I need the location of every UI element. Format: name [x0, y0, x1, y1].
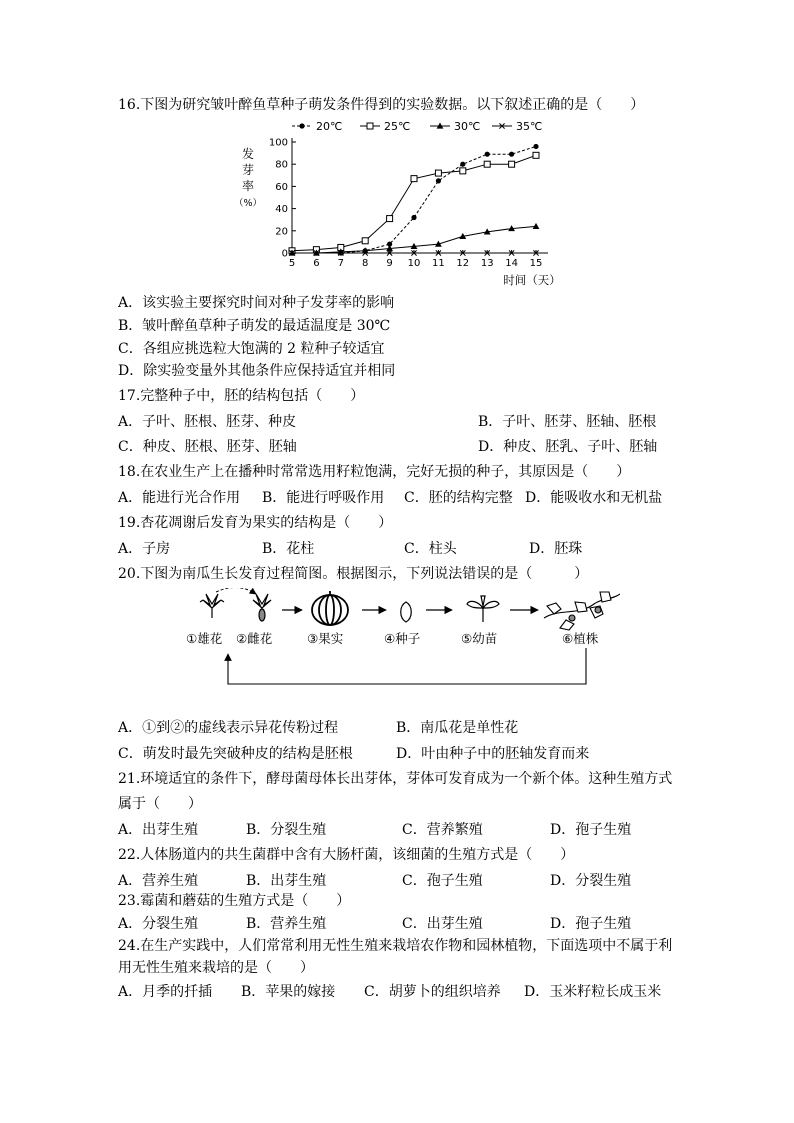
- x-tick-label: 14: [505, 258, 518, 269]
- x-axis-label: 时间（天）: [503, 273, 560, 287]
- y-tick-label: 80: [275, 159, 288, 171]
- q23-option-d: D．孢子生殖: [550, 916, 632, 932]
- q18-option-a: A．能进行光合作用: [118, 490, 241, 506]
- q21-option-d: D．孢子生殖: [550, 822, 632, 838]
- pollination-arrow: [216, 588, 256, 594]
- q21-option-b: B．分裂生殖: [246, 822, 327, 838]
- pumpkin-fruit-icon: [312, 591, 348, 625]
- q18-option-c: C．胚的结构完整: [404, 490, 513, 506]
- data-point-s0-6: [436, 178, 441, 183]
- flow-label-seed: ④种子: [384, 631, 421, 646]
- x-tick-label: 12: [456, 258, 470, 269]
- q18-stem: 18.在农业生产上在播种时常常选用籽粒饱满，完好无损的种子，其原因是（ ）: [118, 464, 631, 480]
- data-point-s0-9: [509, 152, 514, 157]
- x-tick-label: 11: [432, 258, 445, 269]
- q18-option-b: B．能进行呼吸作用: [262, 490, 385, 506]
- q19-option-a: A．子房: [118, 541, 171, 557]
- q24-option-c: C．胡萝卜的组织培养: [364, 984, 501, 1000]
- cycle-return-arrow: [228, 648, 586, 684]
- q24-option-a: A．月季的扦插: [118, 984, 213, 1000]
- seedling-icon: [467, 596, 499, 622]
- y-tick-label: 100: [268, 137, 288, 149]
- data-point-s1-3: [362, 238, 368, 244]
- q20-stem: 20.下图为南瓜生长发育过程简图。根据图示，下列说法错误的是（ ）: [118, 566, 589, 582]
- q17-option-b: B．子叶、胚芽、胚轴、胚根: [478, 414, 657, 430]
- q24-stem-line1: 24.在生产实践中，人们常常利用无性生殖来栽培农作物和园林植物，下面选项中不属于利: [118, 938, 673, 954]
- q21-option-c: C．营养繁殖: [402, 822, 483, 838]
- q23-stem: 23.霉菌和蘑菇的生殖方式是（ ）: [118, 893, 351, 909]
- flow-label-male-flower: ①雄花: [186, 631, 223, 646]
- q19-option-b: B．花柱: [262, 541, 315, 557]
- seed-icon: [401, 602, 412, 622]
- female-flower-icon: [253, 594, 271, 621]
- x-tick-label: 7: [337, 258, 344, 269]
- q21-stem-line1: 21.环境适宜的条件下，酵母菌母体长出芽体，芽体可发育成为一个新个体。这种生殖方式: [118, 771, 673, 787]
- data-point-s2-10: [533, 223, 540, 229]
- q24-option-d: D．玉米籽粒长成玉米: [524, 984, 662, 1000]
- germination-chart: [230, 114, 560, 294]
- data-point-s0-8: [485, 152, 490, 157]
- q22-option-d: D．分裂生殖: [550, 873, 632, 889]
- q20-option-c: C．萌发时最先突破种皮的结构是胚根: [118, 746, 353, 762]
- x-tick-label: 9: [386, 258, 393, 269]
- plant-vine-icon: [544, 592, 620, 630]
- series-line-0: [292, 146, 536, 253]
- legend-marker-1: [367, 123, 373, 129]
- x-tick-label: 10: [407, 258, 421, 269]
- y-axis-label-char: （%）: [233, 198, 263, 209]
- germination-line-chart: [230, 114, 560, 294]
- y-tick-label: 60: [275, 181, 288, 193]
- x-tick-label: 8: [362, 258, 369, 269]
- series-line-1: [292, 155, 536, 250]
- q17-stem: 17.完整种子中，胚的结构包括（ ）: [118, 388, 365, 404]
- y-tick-label: 40: [275, 204, 288, 216]
- legend-label-0: 20℃: [316, 120, 343, 133]
- q19-stem: 19.杏花凋谢后发育为果实的结构是（ ）: [118, 515, 393, 531]
- y-tick-label: 0: [281, 248, 288, 260]
- data-point-s1-10: [533, 152, 539, 158]
- data-point-s1-5: [411, 176, 417, 182]
- q19-option-c: C．柱头: [404, 541, 457, 557]
- flow-label-plant: ⑥植株: [562, 631, 599, 646]
- q23-option-a: A．分裂生殖: [118, 916, 199, 932]
- q20-option-b: B．南瓜花是单性花: [396, 720, 519, 736]
- legend-label-3: 35℃: [516, 120, 543, 133]
- pumpkin-lifecycle-diagram: [180, 588, 620, 692]
- q19-option-d: D．胚珠: [529, 541, 583, 557]
- q20-option-d: D．叶由种子中的胚轴发育而来: [396, 746, 590, 762]
- flow-label-seedling: ⑤幼苗: [461, 631, 498, 646]
- q17-option-c: C．种皮、胚根、胚芽、胚轴: [118, 439, 297, 455]
- y-axis-label-char: 芽: [241, 163, 255, 177]
- q22-option-c: C．孢子生殖: [402, 873, 483, 889]
- y-axis-label-char: 发: [241, 147, 255, 161]
- x-tick-label: 13: [480, 258, 494, 269]
- x-tick-label: 6: [313, 258, 320, 269]
- data-point-s1-7: [460, 168, 466, 174]
- q16-option-a: A．该实验主要探究时间对种子发芽率的影响: [118, 295, 395, 311]
- x-tick-label: 15: [529, 258, 543, 269]
- q22-stem: 22.人体肠道内的共生菌群中含有大肠杆菌，该细菌的生殖方式是（ ）: [118, 847, 575, 863]
- x-tick-label: 5: [288, 258, 296, 269]
- y-tick-label: 20: [275, 226, 288, 238]
- q17-option-d: D．种皮、胚乳、子叶、胚轴: [478, 439, 658, 455]
- q23-option-b: B．营养生殖: [246, 916, 327, 932]
- legend-marker-0: [299, 123, 304, 128]
- y-axis-label-char: 率: [241, 179, 255, 193]
- q20-option-a: A．①到②的虚线表示异花传粉过程: [118, 720, 339, 736]
- q16-option-b: B．皱叶醉鱼草种子萌发的最适温度是 30℃: [118, 318, 391, 334]
- q16-stem: 16.下图为研究皱叶醉鱼草种子萌发条件得到的实验数据。以下叙述正确的是（ ）: [118, 97, 645, 113]
- q24-stem-line2: 用无性生殖来栽培的是（ ）: [118, 960, 314, 976]
- flow-label-fruit: ③果实: [307, 631, 344, 646]
- data-point-s1-4: [387, 216, 393, 222]
- data-point-s1-9: [509, 161, 515, 167]
- data-point-s0-10: [533, 144, 538, 149]
- legend-label-2: 30℃: [454, 120, 481, 133]
- legend-label-1: 25℃: [384, 120, 411, 133]
- q22-option-a: A．营养生殖: [118, 873, 199, 889]
- q24-option-b: B．苹果的嫁接: [241, 984, 336, 1000]
- q21-option-a: A．出芽生殖: [118, 822, 199, 838]
- q21-stem-line2: 属于（ ）: [118, 796, 202, 812]
- flow-label-female-flower: ②雌花: [236, 631, 273, 646]
- data-point-s0-5: [411, 215, 416, 220]
- data-point-s1-8: [484, 161, 490, 167]
- q23-option-c: C．出芽生殖: [402, 916, 483, 932]
- q16-option-d: D．除实验变量外其他条件应保持适宜并相同: [118, 363, 396, 379]
- q22-option-b: B．出芽生殖: [246, 873, 327, 889]
- q17-option-a: A．子叶、胚根、胚芽、种皮: [118, 414, 297, 430]
- male-flower-icon: [200, 594, 224, 618]
- q18-option-d: D．能吸收水和无机盐: [525, 490, 663, 506]
- q16-option-c: C．各组应挑选粒大饱满的 2 粒种子较适宜: [118, 341, 385, 357]
- data-point-s1-6: [435, 170, 441, 176]
- data-point-s0-7: [460, 162, 465, 167]
- pumpkin-lifecycle-svg: [180, 588, 620, 692]
